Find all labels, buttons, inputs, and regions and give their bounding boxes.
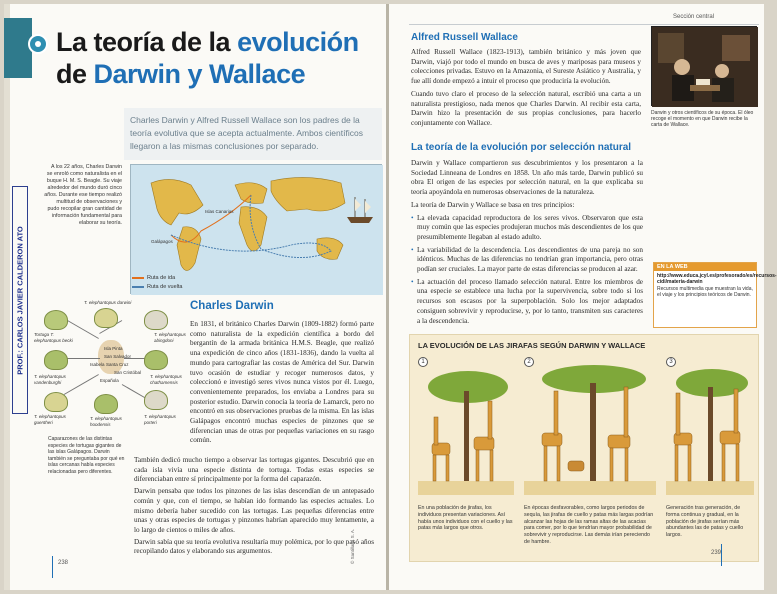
evolution-paragraph-2: La teoría de Darwin y Wallace se basa en tres principios: — [411, 200, 575, 209]
web-link[interactable]: http://www.educa.jcyl.es/profesorado/es/recursos-cidi/materia-darwin — [657, 273, 777, 285]
giraffe-caption-1: En una población de jirafas, los individuos presentan variaciones. Así había unos individuos con el cuello y las patas más largos que otros. — [418, 505, 513, 532]
web-resource-box — [653, 262, 777, 328]
legend-return — [132, 283, 182, 292]
charles-continued — [134, 456, 374, 559]
legend-outbound-label: Ruta de ida — [147, 275, 176, 281]
title-part-4: Darwin y Wallace — [93, 59, 306, 89]
copyright-text: © Santillana S. A. — [350, 528, 355, 564]
page-number-right: 239 — [711, 550, 722, 556]
title-part-1: La teoría de la — [56, 27, 238, 57]
wallace-heading: Alfred Russell Wallace — [411, 32, 518, 43]
painting-drawing — [652, 27, 758, 107]
left-page — [4, 4, 387, 590]
orange-route-icon — [132, 277, 144, 279]
wallace-paragraph-1: Alfred Russell Wallace (1823-1913), también británico y más joven que Darwin, viajó por todo el mundo en busca de aves y mariposas para museos y colecciones privadas. Estuvo en la Amazonia, el Sureste Asiático y Australia, y fue allí donde empezó a intuir el proceso que produciría la evolución. — [411, 48, 641, 86]
tortoise-label: T. elephantopus abingdoni — [154, 332, 186, 343]
right-page — [389, 4, 777, 590]
charles-paragraph-1: En 1831, el británico Charles Darwin (1809-1882) formó parte como naturalista de la expedición científica a bordo del bergantín de la armada británica H.M.S. Beagle, que realizó una expedición de cinco años (1831-1836), dando la vuelta al mundo para cartografiar las costas de América del Sur. Darwin tuvo ocasión de estudiar y recoger numerosos datos, y coleccionó e investigó seres vivos nunca vistos por él. Luego, convenientemente preparados, los enviaba a Londres para su posterior estudio. Darwin conocía la teoría de Lamarck, pero no encontró en sus observaciones pruebas de la misma. En las islas Galápagos encontró muchas especies de pinzones que se diferencian unas de otras por pequeñas variaciones en su rasgo común. — [190, 320, 374, 445]
page-title — [56, 26, 376, 90]
title-accent-strip — [4, 18, 32, 78]
step-number: 3 — [666, 357, 676, 367]
wallace-paragraph-2: Cuando tuvo claro el proceso de la selección natural, escribió una carta a un naturalista prestigioso, nada menos que Charles Darwin. Al recibir esta carta, Darwin hizo la presentación de sus propias conclusiones, para hacerlo conjuntamente con Wallace. — [411, 89, 641, 127]
tortoise-label: T. elephantopus chathamensis — [150, 374, 182, 385]
section-logo-icon — [28, 34, 48, 54]
step-number: 1 — [418, 357, 428, 367]
darwin-painting-image — [651, 26, 757, 106]
principle-item: • La actuación del proceso llamado selección natural. Entre los miembros de una especie se establece una lucha por la supervivencia, sobre todo si los recursos son escasos por la superpoblación. Solo los mejor adaptados consiguen sobrevivir y reproducirse, y, por lo tanto, transmiten sus caracteres a la descendencia. — [411, 278, 643, 327]
charles-paragraph-4: Darwin sabía que su teoría evolutiva resultaría muy polémica, por lo que pasó años recopilando datos y elaborando sus argumentos. — [134, 537, 374, 556]
tortoise-shell-darwini — [94, 308, 118, 328]
footer-bar — [52, 556, 53, 578]
principle-item: • La variabilidad de la descendencia. Los descendientes de una pareja no son idénticos. Muchas de las diferencias no tendrían gran importancia, pero otras podían ser cruciales. La mayor parte de estas diferencias se producen al azar. — [411, 246, 643, 275]
charles-darwin-heading: Charles Darwin — [190, 300, 274, 312]
tortoise-shell-hoodensis — [94, 394, 118, 414]
map-label-canarias: Islas Canarias — [205, 209, 234, 214]
copyright-vertical — [350, 474, 358, 564]
map-legend — [132, 274, 182, 292]
header-rule — [409, 24, 759, 25]
giraffe-caption-3: Generación tras generación, de forma continua y gradual, en la población de jirafas serían más abundantes las de patas y cuello largos. — [666, 505, 744, 539]
giraffe-scene-1 — [418, 357, 514, 495]
tortoise-label: T. elephantopus hoodensis — [90, 416, 122, 427]
teacher-name-text: PROF.: CARLOS JAVIER CALDERON ATO — [15, 225, 25, 375]
tortoise-shell-vandenburghi — [44, 350, 68, 370]
principles-list — [411, 214, 643, 327]
island-label: Santa Cruz — [106, 362, 129, 367]
footer-bar — [721, 544, 722, 566]
galapagos-tortoise-diagram — [34, 296, 184, 426]
charles-paragraph-3: Darwin pensaba que todos los pinzones de las islas descendían de un antepasado común y que, con el tiempo, se habían ido formando las especies actuales. Lo mismo debería haber sucedido con las tortugas. Las pequeñas diferencias entre unas y otras especies de tortugas y pinzones habrían aparecido muy lentamente, a lo largo de cientos o miles de años. — [134, 487, 374, 534]
tortoise-label: T. elephantopus darwini — [84, 300, 132, 305]
evolution-paragraph-1: Darwin y Wallace compartieron sus descubrimientos y los presentaron a la Sociedad Linneana de Londres en 1858. Un año más tarde, Darwin publicó su obra El origen de las especies por selección natural, en la que explicaba su teoría apoyándola en numerosas observaciones de la naturaleza. — [411, 159, 643, 197]
giraffe-scene-3 — [666, 357, 754, 495]
legend-return-label: Ruta de vuelta — [147, 284, 183, 290]
island-label: Isla Pinta — [104, 346, 123, 351]
wallace-text — [411, 48, 641, 132]
tortoise-shell-guentheri — [44, 392, 68, 412]
island-label: San Cristóbal — [114, 370, 142, 375]
tortoise-shell-porteri — [144, 390, 168, 410]
charles-paragraph-2: También dedicó mucho tiempo a observar las tortugas gigantes. Descubrió que en cada isla vivía una especie distinta de tortuga. Todas estas especies se diferenciaban entre sí principalmente por la forma del caparazón. — [134, 456, 374, 484]
tortoise-shell-chathamensis — [144, 350, 168, 370]
giraffe-evolution-panel — [409, 334, 759, 562]
tortoise-caption: Caparazones de las distintas especies de tortugas gigantes de las islas Galápagos. Darwin también se preguntaba por qué en islas cercanas había especies relacionadas pero diferentes. — [48, 436, 125, 475]
title-part-2: evolución — [237, 27, 359, 57]
web-description: Recursos multimedia que muestran la vida, el viaje y los principios teóricos de Darwin. — [657, 286, 753, 298]
web-box-heading: EN LA WEB — [654, 263, 756, 271]
tortoise-label: T. elephantopus vandenburghi — [34, 374, 66, 385]
tortoise-shell-abingdoni — [144, 310, 168, 330]
page-number-left: 238 — [58, 560, 69, 566]
scene-2-drawing — [524, 357, 656, 495]
scene-1-drawing — [418, 357, 514, 495]
map-caption: A los 22 años, Charles Darwin se enroló como naturalista en el buque H. M. S. Beagle. Su viaje alrededor del mundo duró cinco años. Durante ese tiempo realizó multitud de observaciones y pudo recopilar gran cantidad de información fundamental para elaborar su teoría. — [44, 164, 122, 226]
evolution-heading: La teoría de la evolución por selección natural — [411, 142, 632, 153]
giraffe-scene-2 — [524, 357, 656, 495]
island-label: San Salvador — [104, 354, 132, 359]
tortoise-shell-becki — [44, 310, 68, 330]
giraffe-caption-2: En épocas desfavorables, como largos periodos de sequía, las jirafas de cuello y patas más largas podrían alcanzar las hojas de las ramas altas de las acacias para comer, por lo que tendrían mayor probabilidad de sobrevivir y reproducirse. Las demás irían pereciendo de hambre. — [524, 505, 654, 545]
principle-item: • La elevada capacidad reproductora de los seres vivos. Observaron que esta muy común que las especies produjeran muchos más descendientes de los que presumiblemente llegaban al estado adulto. — [411, 214, 643, 243]
island-label: Española — [100, 378, 119, 383]
title-part-3: de — [56, 59, 94, 89]
tortoise-label: T. elephantopus porteri — [144, 414, 176, 425]
intro-text: Charles Darwin y Alfred Russell Wallace son los padres de la teoría evolutiva que se acepta actualmente. Ambos científicos llegaron a las mismas conclusiones por separado. — [130, 115, 363, 151]
tortoise-label: T. elephantopus guentheri — [34, 414, 66, 425]
giraffe-panel-heading: LA EVOLUCIÓN DE LAS JIRAFAS SEGÚN DARWIN Y WALLACE — [418, 341, 646, 350]
painting-caption: Darwin y otros científicos de su época. El óleo recoge el momento en que Darwin recibe la carta de Wallace. — [651, 110, 754, 128]
blue-route-icon — [132, 286, 144, 288]
map-label-galapagos: Galápagos — [151, 239, 173, 244]
step-number: 2 — [524, 357, 534, 367]
island-label: Isabela — [90, 362, 105, 367]
scene-3-drawing — [666, 357, 754, 495]
evolution-text — [411, 159, 643, 329]
section-tag: Sección central — [673, 14, 715, 20]
teacher-name-stamp — [12, 186, 28, 414]
legend-outbound — [132, 274, 182, 283]
tortoise-label: Tortuga T. elephantopus becki — [34, 332, 73, 343]
left-margin-bar — [4, 4, 10, 590]
